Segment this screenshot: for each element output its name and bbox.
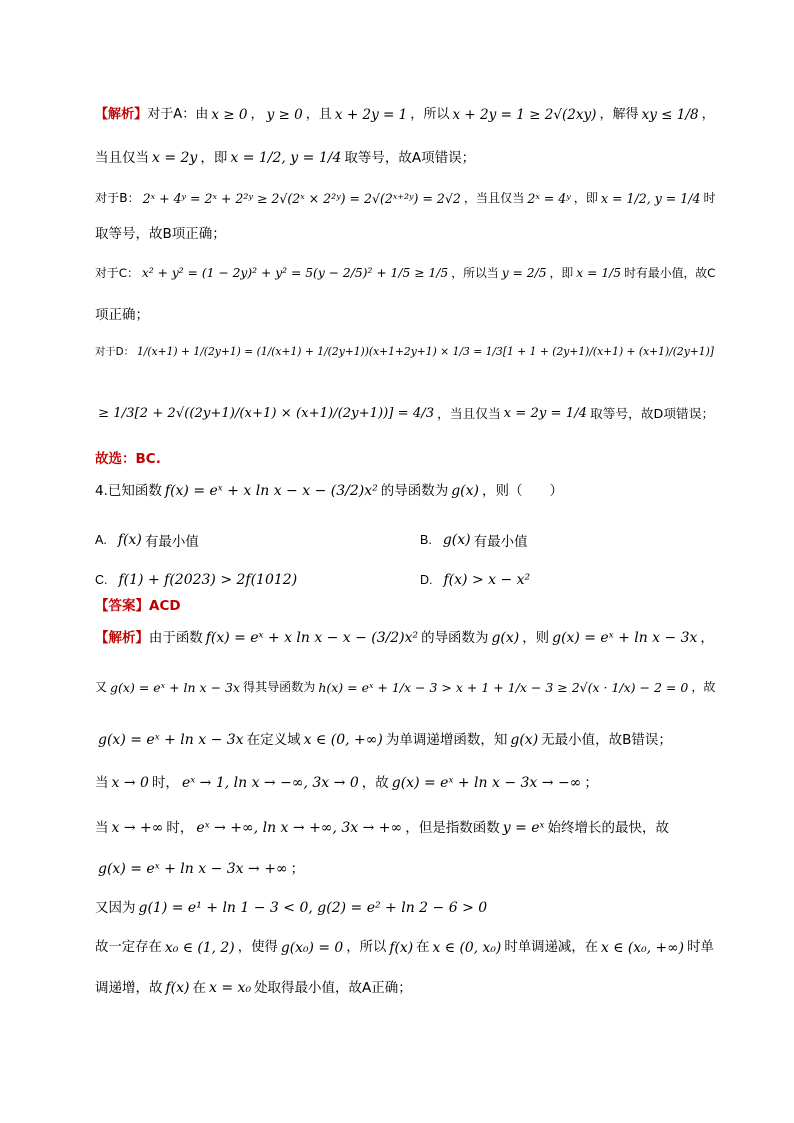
math-expression: x ∈ (0, x₀) bbox=[432, 940, 502, 956]
solution-line bbox=[95, 732, 714, 749]
math-expression: f(1) + f(2023) > 2f(1012) bbox=[118, 572, 298, 588]
text-segment: 时有最小值，故C bbox=[624, 266, 716, 281]
text-segment: ，所以 bbox=[346, 940, 387, 956]
math-expression: f(x) bbox=[389, 940, 414, 956]
solution-line bbox=[95, 680, 714, 695]
text-segment: 对于B： bbox=[95, 191, 140, 206]
math-expression: g(x) bbox=[510, 732, 539, 748]
text-segment: 当且仅当 bbox=[95, 150, 149, 167]
text-segment: ， bbox=[250, 107, 264, 123]
solution-line bbox=[95, 861, 714, 878]
answer-label: 【答案】ACD bbox=[95, 598, 181, 614]
text-segment: ， bbox=[700, 630, 714, 647]
text-segment: ，使得 bbox=[237, 940, 278, 956]
solution-line bbox=[95, 483, 714, 500]
solution-line bbox=[95, 307, 714, 323]
text-segment: 对于A： bbox=[147, 107, 196, 123]
math-expression: g(1) = e¹ + ln 1 − 3 < 0, g(2) = e² + ln 2 − 6 > 0 bbox=[138, 900, 488, 916]
section-label: 【解析】 bbox=[95, 107, 148, 123]
text-segment: ，故 bbox=[361, 775, 389, 792]
solution-line bbox=[95, 191, 714, 206]
solution-line bbox=[95, 820, 714, 837]
math-expression: g(x) = eˣ + ln x − 3x → +∞ bbox=[98, 861, 288, 877]
math-expression: f(x) bbox=[165, 980, 190, 996]
math-expression: x ≥ 0 bbox=[211, 107, 248, 123]
text-segment: 又因为 bbox=[95, 900, 136, 917]
text-segment: ，当且仅当 bbox=[463, 191, 525, 206]
text-segment: 时， bbox=[166, 820, 194, 837]
math-expression: eˣ → +∞, ln x → +∞, 3x → +∞ bbox=[196, 820, 403, 836]
math-expression: g(x) bbox=[442, 532, 471, 548]
math-expression: x + 2y = 1 bbox=[334, 107, 408, 123]
text-segment: 当 bbox=[95, 775, 109, 792]
text-segment: 取等号，故B项正确； bbox=[95, 226, 226, 242]
text-segment: 时单调递减，在 bbox=[504, 940, 598, 956]
text-segment: 在定义域 bbox=[246, 732, 301, 749]
option-letter: B. bbox=[420, 533, 432, 547]
math-expression: g(x₀) = 0 bbox=[280, 940, 344, 956]
math-expression: eˣ → 1, ln x → −∞, 3x → 0 bbox=[181, 775, 359, 791]
option-b bbox=[420, 530, 528, 550]
math-expression: y = 2/5 bbox=[501, 266, 547, 280]
solution-line bbox=[95, 107, 714, 123]
solution-line bbox=[95, 940, 714, 957]
math-expression: x₀ ∈ (1, 2) bbox=[164, 940, 235, 956]
math-expression: x ∈ (x₀, +∞) bbox=[600, 940, 685, 956]
option-text: 有最小值 bbox=[473, 534, 528, 550]
text-segment: 当 bbox=[95, 820, 109, 837]
math-expression: y ≥ 0 bbox=[266, 107, 303, 123]
text-segment: 为单调递增函数，知 bbox=[385, 732, 508, 749]
text-segment: ，所以当 bbox=[451, 266, 499, 281]
math-expression: x = 1/5 bbox=[576, 266, 622, 280]
solution-line bbox=[95, 226, 714, 242]
text-segment: 由于函数 bbox=[148, 630, 203, 647]
text-segment: 无最小值，故B错误； bbox=[541, 732, 672, 749]
text-segment: 时 bbox=[703, 191, 716, 206]
text-segment: 4.已知函数 bbox=[95, 483, 162, 500]
math-expression: ≥ 1/3[2 + 2√((2y+1)/(x+1) × (x+1)/(2y+1))] = 4/3 bbox=[98, 406, 435, 421]
option-letter: A. bbox=[95, 533, 107, 547]
text-segment: ，即 bbox=[573, 191, 598, 206]
text-segment: 项正确； bbox=[95, 307, 149, 323]
section-label: 故选：BC. bbox=[95, 451, 161, 467]
solution-line bbox=[95, 630, 714, 647]
solution-line bbox=[95, 346, 714, 359]
text-segment: ，且 bbox=[305, 107, 332, 123]
math-expression: 2ˣ + 4ʸ = 2ˣ + 2²ʸ ≥ 2√(2ˣ × 2²ʸ) = 2√(2ˣ⁺²ʸ) = 2√2 bbox=[142, 191, 461, 206]
math-expression: 2ˣ = 4ʸ bbox=[527, 191, 571, 206]
text-segment: 对于C： bbox=[95, 266, 139, 281]
text-segment: 处取得最小值，故A正确； bbox=[254, 980, 412, 997]
text-segment: 的导函数为 bbox=[421, 630, 489, 647]
math-expression: x = 1/2, y = 1/4 bbox=[230, 150, 342, 166]
math-expression: x → +∞ bbox=[111, 820, 164, 836]
text-segment: 对于D： bbox=[95, 346, 134, 359]
math-expression: x = 1/2, y = 1/4 bbox=[600, 191, 701, 206]
text-segment: 取等号，故D项错误； bbox=[590, 406, 715, 422]
text-segment: ，即 bbox=[200, 150, 228, 167]
text-segment: 时单 bbox=[687, 940, 714, 956]
math-expression: g(x) = eˣ + ln x − 3x bbox=[552, 630, 698, 646]
option-a bbox=[95, 530, 199, 550]
solution-line bbox=[95, 150, 714, 167]
option-d bbox=[420, 572, 533, 588]
text-segment: ，则（ ） bbox=[482, 483, 563, 500]
section-label: 【解析】 bbox=[95, 630, 149, 647]
text-segment: 取等号，故A项错误； bbox=[344, 150, 476, 167]
math-expression: g(x) bbox=[451, 483, 479, 499]
text-segment: ； bbox=[584, 775, 598, 792]
math-expression: f(x) = eˣ + x ln x − x − (3/2)x² bbox=[164, 483, 378, 499]
text-segment: ，解得 bbox=[599, 107, 639, 123]
option-letter: D. bbox=[420, 573, 433, 587]
text-segment: 由 bbox=[195, 107, 209, 123]
math-expression: f(x) = eˣ + x ln x − x − (3/2)x² bbox=[205, 630, 419, 646]
math-expression: x² + y² = (1 − 2y)² + y² = 5(y − 2/5)² + 1/5 ≥ 1/5 bbox=[141, 266, 449, 280]
math-expression: y = eˣ bbox=[502, 820, 545, 836]
math-expression: f(x) bbox=[117, 532, 142, 548]
text-segment: 始终增长的最快，故 bbox=[547, 820, 669, 837]
math-expression: x ∈ (0, +∞) bbox=[303, 732, 383, 748]
solution-line bbox=[95, 451, 714, 467]
text-segment: 时， bbox=[151, 775, 179, 792]
solution-line bbox=[95, 980, 714, 997]
text-segment: ，当且仅当 bbox=[437, 406, 501, 422]
math-expression: xy ≤ 1/8 bbox=[641, 107, 699, 123]
text-segment: 调递增，故 bbox=[95, 980, 163, 997]
text-segment: ，则 bbox=[522, 630, 550, 647]
text-segment: 在 bbox=[192, 980, 207, 997]
text-segment: ； bbox=[290, 861, 305, 878]
option-letter: C. bbox=[95, 573, 108, 587]
math-expression: h(x) = eˣ + 1/x − 3 > x + 1 + 1/x − 3 ≥ 2√(x · 1/x) − 2 = 0 bbox=[318, 680, 689, 695]
text-segment: 在 bbox=[416, 940, 430, 956]
math-expression: x = 2y bbox=[152, 150, 198, 166]
math-expression: 1/(x+1) + 1/(2y+1) = (1/(x+1) + 1/(2y+1))(x+1+2y+1) × 1/3 = 1/3[1 + 1 + (2y+1)/(x+1) + (x+1)/(2y+1)] bbox=[136, 345, 714, 358]
option-text: 有最小值 bbox=[144, 534, 199, 550]
text-segment: ，所以 bbox=[410, 107, 450, 123]
text-segment: 的导函数为 bbox=[380, 483, 449, 500]
solution-line bbox=[95, 900, 714, 917]
text-segment: ，故 bbox=[691, 680, 716, 695]
text-segment: ，但是指数函数 bbox=[405, 820, 500, 837]
solution-line bbox=[95, 775, 714, 792]
solution-line bbox=[95, 406, 714, 422]
math-expression: x + 2y = 1 ≥ 2√(2xy) bbox=[452, 107, 597, 123]
math-expression: f(x) > x − x² bbox=[443, 572, 531, 588]
text-segment: 故一定存在 bbox=[95, 940, 162, 956]
text-segment: 得其导函数为 bbox=[243, 680, 316, 695]
option-c bbox=[95, 572, 300, 588]
math-expression: g(x) = eˣ + ln x − 3x bbox=[110, 680, 241, 695]
text-segment: 又 bbox=[95, 680, 108, 695]
math-expression: x = x₀ bbox=[209, 980, 252, 996]
math-expression: x → 0 bbox=[111, 775, 149, 791]
text-segment: ，即 bbox=[549, 266, 574, 281]
math-expression: g(x) bbox=[491, 630, 520, 646]
math-expression: g(x) = eˣ + ln x − 3x bbox=[98, 732, 244, 748]
solution-line bbox=[95, 266, 714, 281]
math-expression: g(x) = eˣ + ln x − 3x → −∞ bbox=[391, 775, 582, 791]
text-segment: ， bbox=[701, 107, 715, 123]
math-expression: x = 2y = 1/4 bbox=[503, 406, 588, 421]
